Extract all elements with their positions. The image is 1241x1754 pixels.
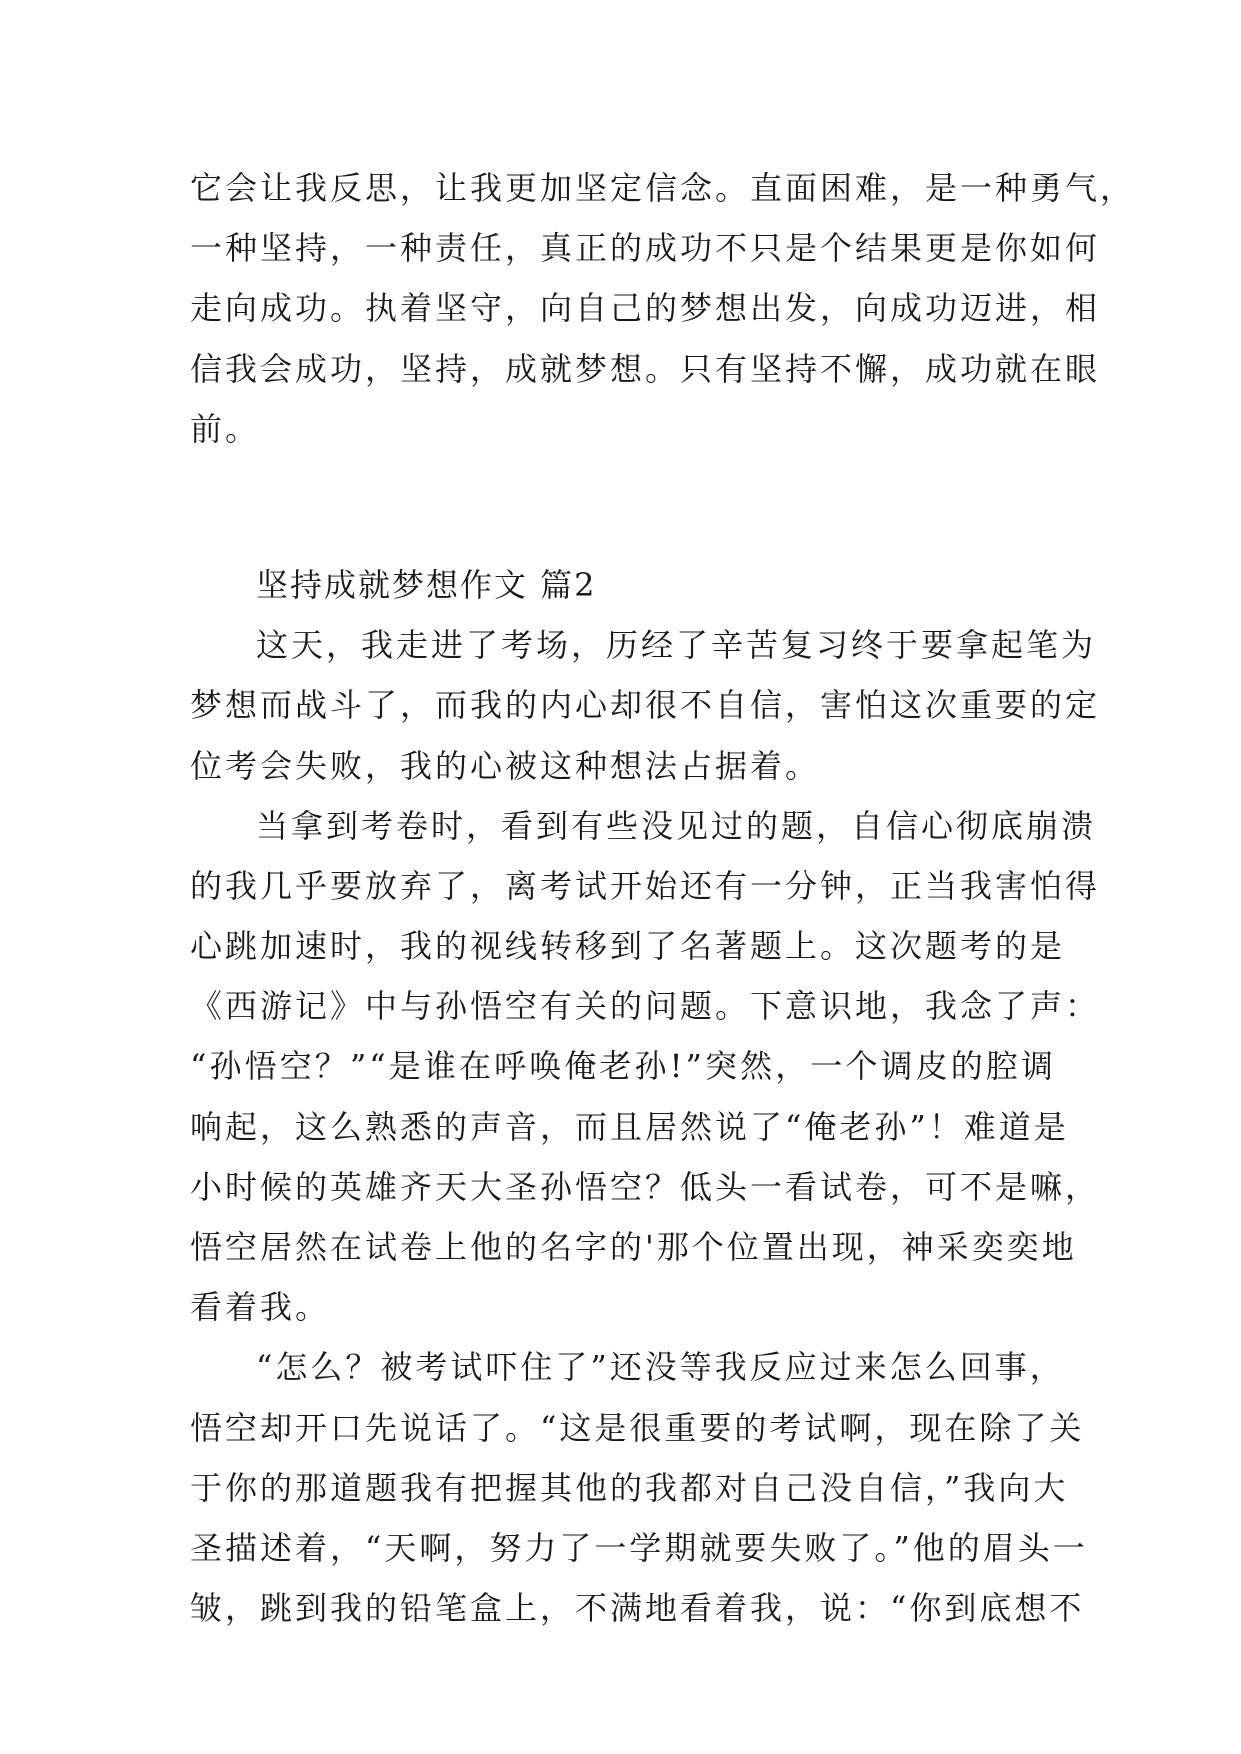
text-line: 《西游记》中与孙悟空有关的问题。下意识地，我念了声： — [190, 987, 1101, 1026]
text-line: 位考会失败，我的心被这种想法占据着。 — [190, 746, 821, 785]
section-spacer — [190, 459, 1056, 555]
paragraph-1 — [190, 615, 1101, 796]
text-line: 心跳加速时，我的视线转移到了名著题上。这次题考的是 — [190, 927, 1066, 966]
text-line: 它会让我反思，让我更加坚定信念。直面困难，是一种勇气， — [190, 169, 1136, 207]
text-line: 当拿到考卷时，看到有些没见过的题，自信心彻底崩溃 — [256, 806, 1097, 845]
text-line: 响起，这么熟悉的声音，而且居然说了“俺老孙”！难道是 — [190, 1107, 1069, 1146]
text-line: 悟空却开口先说话了。“这是很重要的考试啊，现在除了关 — [190, 1408, 1085, 1447]
text-line: 圣描述着，“天啊，努力了一学期就要失败了。”他的眉头一 — [190, 1528, 1088, 1567]
text-line: 看着我。 — [190, 1288, 331, 1327]
text-line: 皱，跳到我的铅笔盒上，不满地看着我，说：“你到底想不 — [190, 1589, 1085, 1628]
text-line: 的我几乎要放弃了，离考试开始还有一分钟，正当我害怕得 — [190, 866, 1101, 905]
text-line: “怎么？被考试吓住了”还没等我反应过来怎么回事， — [256, 1348, 1065, 1387]
paragraph-2 — [190, 796, 1101, 1338]
text-line: 信我会成功，坚持，成就梦想。只有坚持不懈，成功就在眼 — [190, 349, 1101, 388]
text-line: 一种坚持，一种责任，真正的成功不只是个结果更是你如何 — [190, 229, 1101, 268]
document-body — [190, 158, 1136, 1638]
text-line: 小时候的英雄齐天大圣孙悟空？低头一看试卷，可不是嘛， — [190, 1167, 1101, 1206]
text-line: 于你的那道题我有把握其他的我都对自己没自信，”我向大 — [190, 1468, 1069, 1507]
text-line: 走向成功。执着坚守，向自己的梦想出发，向成功迈进，相 — [190, 289, 1101, 328]
section-heading: 坚持成就梦想作文 篇2 — [256, 565, 597, 604]
text-line: “孙悟空？”“是谁在呼唤俺老孙!”突然，一个调皮的腔调 — [190, 1047, 1056, 1086]
text-line: 梦想而战斗了，而我的内心却很不自信，害怕这次重要的定 — [190, 686, 1101, 725]
text-line: 这天，我走进了考场，历经了辛苦复习终于要拿起笔为 — [256, 626, 1097, 665]
paragraph-3 — [190, 1337, 1088, 1638]
text-line: 前。 — [190, 409, 261, 448]
paragraph-intro — [190, 158, 1136, 459]
text-line: 悟空居然在试卷上他的名字的'那个位置出现，神采奕奕地 — [190, 1228, 1077, 1266]
